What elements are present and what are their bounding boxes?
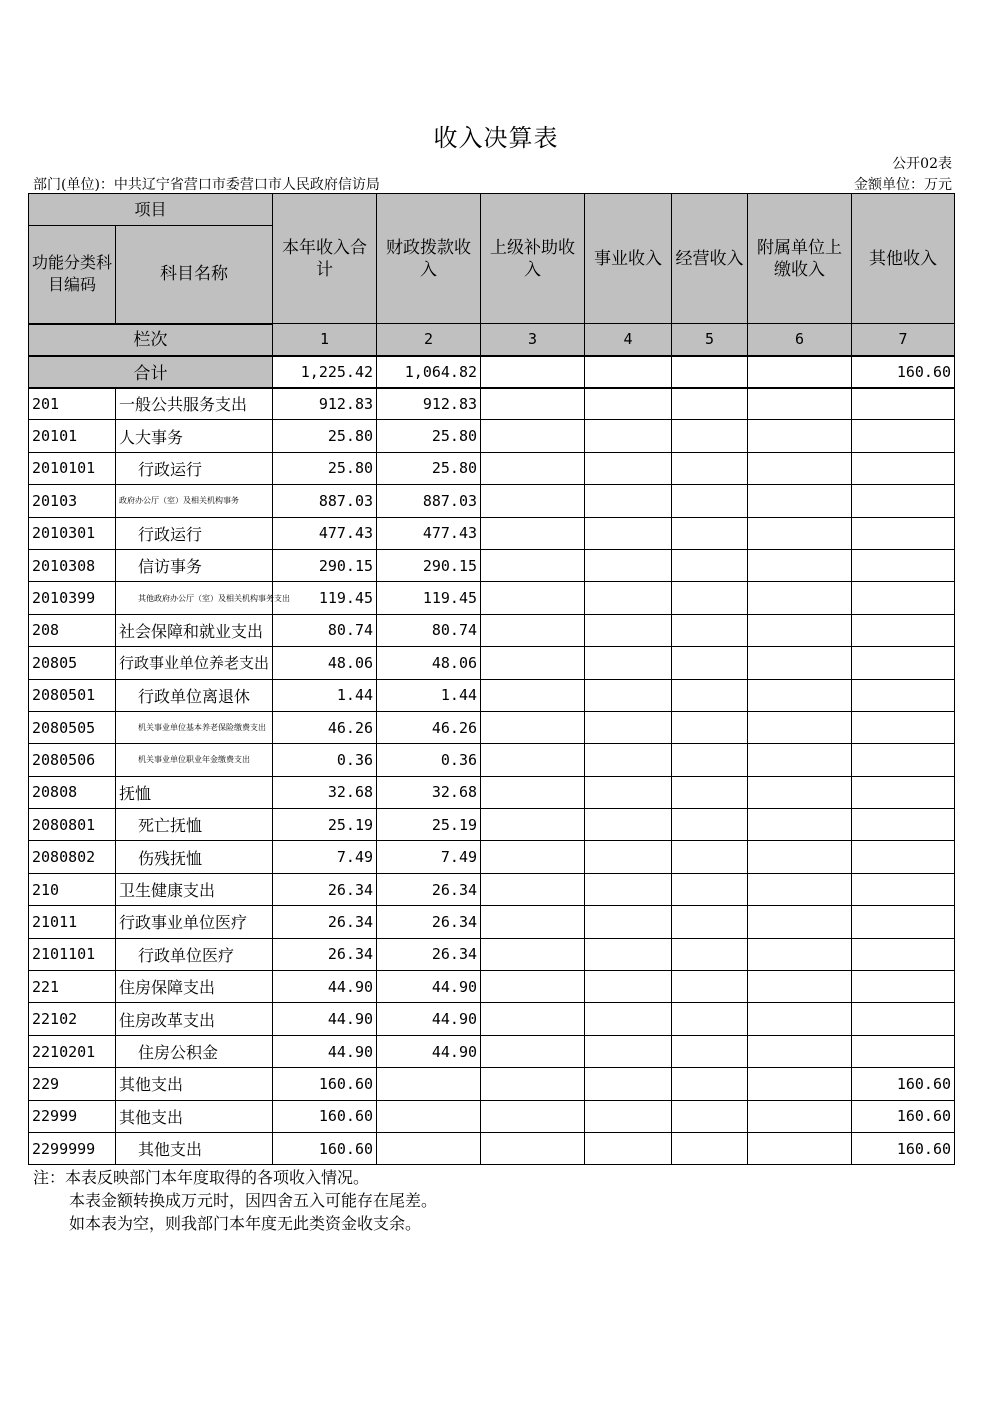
amount-cell [672, 1003, 748, 1035]
table-row [29, 420, 955, 452]
subject-code: 22102 [29, 1003, 116, 1035]
subject-code: 2101101 [29, 938, 116, 970]
amount-cell [481, 549, 585, 581]
col-number: 7 [852, 324, 955, 356]
header-col-2: 财政拨款收入 [377, 194, 481, 324]
amount-cell [748, 971, 852, 1003]
amount-cell [377, 1132, 481, 1164]
amount-cell [852, 452, 955, 484]
amount-cell: 119.45 [377, 582, 481, 614]
amount-cell [672, 906, 748, 938]
total-value [585, 356, 672, 388]
amount-cell [672, 1100, 748, 1132]
amount-cell: 290.15 [377, 549, 481, 581]
table-row [29, 485, 955, 517]
department-label: 部门(单位)：中共辽宁省营口市委营口市人民政府信访局 [33, 177, 380, 193]
amount-cell [585, 971, 672, 1003]
amount-cell: 160.60 [273, 1068, 377, 1100]
subject-name: 社会保障和就业支出 [116, 614, 273, 646]
amount-cell: 80.74 [377, 614, 481, 646]
subject-name: 其他支出 [116, 1100, 273, 1132]
amount-cell [585, 1100, 672, 1132]
header-row-no-label: 栏次 [29, 324, 273, 356]
col-number: 5 [672, 324, 748, 356]
amount-cell: 160.60 [852, 1100, 955, 1132]
amount-cell: 26.34 [377, 873, 481, 905]
table-row [29, 582, 955, 614]
amount-cell: 7.49 [273, 841, 377, 873]
amount-cell [672, 549, 748, 581]
amount-cell [852, 679, 955, 711]
amount-cell [481, 809, 585, 841]
amount-cell: 26.34 [377, 906, 481, 938]
note-line: 注：本表反映部门本年度取得的各项收入情况。 [33, 1168, 370, 1187]
header-col-6: 附属单位上缴收入 [748, 194, 852, 324]
subject-code: 2010308 [29, 549, 116, 581]
amount-cell [481, 517, 585, 549]
table-row [29, 1003, 955, 1035]
subject-code: 21011 [29, 906, 116, 938]
amount-unit-label: 金额单位：万元 [854, 177, 952, 193]
amount-cell [748, 1132, 852, 1164]
table-row [29, 388, 955, 420]
amount-cell: 160.60 [273, 1100, 377, 1132]
amount-cell [585, 873, 672, 905]
amount-cell [672, 711, 748, 743]
subject-code: 2080506 [29, 744, 116, 776]
table-row [29, 906, 955, 938]
subject-name: 其他政府办公厅（室）及相关机构事务支出 [116, 582, 273, 614]
amount-cell [481, 388, 585, 420]
amount-cell [585, 517, 672, 549]
amount-cell [852, 906, 955, 938]
amount-cell [672, 517, 748, 549]
subject-code: 22999 [29, 1100, 116, 1132]
amount-cell [585, 1132, 672, 1164]
amount-cell [585, 1003, 672, 1035]
table-row [29, 614, 955, 646]
amount-cell [852, 1003, 955, 1035]
subject-name: 行政运行 [116, 452, 273, 484]
subject-name: 政府办公厅（室）及相关机构事务 [116, 485, 273, 517]
amount-cell: 26.34 [377, 938, 481, 970]
amount-cell: 887.03 [273, 485, 377, 517]
amount-cell: 887.03 [377, 485, 481, 517]
amount-cell [672, 647, 748, 679]
amount-cell [585, 1068, 672, 1100]
amount-cell [672, 971, 748, 1003]
amount-cell [585, 906, 672, 938]
table-row [29, 971, 955, 1003]
amount-cell [585, 1035, 672, 1067]
amount-cell [585, 420, 672, 452]
subject-name: 抚恤 [116, 776, 273, 808]
amount-cell [481, 873, 585, 905]
subject-code: 20103 [29, 485, 116, 517]
subject-code: 2210201 [29, 1035, 116, 1067]
table-row [29, 1132, 955, 1164]
amount-cell [748, 873, 852, 905]
amount-cell [748, 614, 852, 646]
amount-cell [748, 1068, 852, 1100]
amount-cell [852, 809, 955, 841]
subject-name: 人大事务 [116, 420, 273, 452]
subject-name: 机关事业单位基本养老保险缴费支出 [116, 711, 273, 743]
amount-cell: 25.80 [377, 420, 481, 452]
subject-code: 20101 [29, 420, 116, 452]
subject-name: 死亡抚恤 [116, 809, 273, 841]
subject-code: 2080505 [29, 711, 116, 743]
subject-name: 行政运行 [116, 517, 273, 549]
amount-cell: 32.68 [273, 776, 377, 808]
amount-cell [748, 452, 852, 484]
amount-cell [377, 1100, 481, 1132]
subject-code: 229 [29, 1068, 116, 1100]
amount-cell [672, 938, 748, 970]
amount-cell [585, 647, 672, 679]
amount-cell [481, 647, 585, 679]
subject-code: 20808 [29, 776, 116, 808]
subject-name: 其他支出 [116, 1132, 273, 1164]
subject-name: 行政单位离退休 [116, 679, 273, 711]
subject-code: 2080801 [29, 809, 116, 841]
header-col-5: 经营收入 [672, 194, 748, 324]
subject-name: 行政事业单位医疗 [116, 906, 273, 938]
income-table [28, 193, 955, 1165]
amount-cell: 0.36 [377, 744, 481, 776]
table-row [29, 711, 955, 743]
amount-cell [748, 809, 852, 841]
total-value: 160.60 [852, 356, 955, 388]
total-value [748, 356, 852, 388]
amount-cell [585, 452, 672, 484]
amount-cell [481, 1100, 585, 1132]
amount-cell: 25.80 [273, 420, 377, 452]
total-row [29, 356, 955, 388]
amount-cell: 160.60 [852, 1068, 955, 1100]
amount-cell: 26.34 [273, 906, 377, 938]
amount-cell [585, 582, 672, 614]
subject-name: 机关事业单位职业年金缴费支出 [116, 744, 273, 776]
table-row [29, 549, 955, 581]
header-item: 项目 [29, 194, 273, 226]
amount-cell [852, 711, 955, 743]
amount-cell [481, 1003, 585, 1035]
col-number: 4 [585, 324, 672, 356]
amount-cell [748, 1003, 852, 1035]
amount-cell [748, 549, 852, 581]
amount-cell [748, 711, 852, 743]
table-row [29, 452, 955, 484]
amount-cell [672, 485, 748, 517]
amount-cell [481, 971, 585, 1003]
amount-cell: 160.60 [852, 1132, 955, 1164]
col-number: 6 [748, 324, 852, 356]
amount-cell: 32.68 [377, 776, 481, 808]
amount-cell: 25.80 [377, 452, 481, 484]
amount-cell [481, 452, 585, 484]
amount-cell: 477.43 [377, 517, 481, 549]
amount-cell: 26.34 [273, 873, 377, 905]
amount-cell [852, 549, 955, 581]
col-number: 3 [481, 324, 585, 356]
amount-cell [585, 744, 672, 776]
amount-cell [852, 841, 955, 873]
amount-cell [852, 647, 955, 679]
amount-cell [748, 582, 852, 614]
amount-cell [748, 906, 852, 938]
amount-cell [852, 388, 955, 420]
amount-cell: 44.90 [377, 1003, 481, 1035]
amount-cell [852, 485, 955, 517]
amount-cell [672, 744, 748, 776]
amount-cell [672, 1068, 748, 1100]
total-value: 1,064.82 [377, 356, 481, 388]
amount-cell: 80.74 [273, 614, 377, 646]
table-row [29, 809, 955, 841]
amount-cell: 46.26 [273, 711, 377, 743]
amount-cell: 26.34 [273, 938, 377, 970]
amount-cell: 1.44 [377, 679, 481, 711]
amount-cell: 7.49 [377, 841, 481, 873]
amount-cell [748, 841, 852, 873]
amount-cell: 46.26 [377, 711, 481, 743]
note-line: 本表金额转换成万元时，因四舍五入可能存在尾差。 [69, 1191, 438, 1210]
subject-code: 208 [29, 614, 116, 646]
col-number: 2 [377, 324, 481, 356]
header-col-4: 事业收入 [585, 194, 672, 324]
amount-cell [748, 744, 852, 776]
amount-cell [377, 1068, 481, 1100]
subject-code: 2010301 [29, 517, 116, 549]
table-row [29, 744, 955, 776]
table-row [29, 938, 955, 970]
amount-cell [748, 485, 852, 517]
amount-cell [852, 1035, 955, 1067]
amount-cell [852, 776, 955, 808]
amount-cell [481, 744, 585, 776]
subject-code: 2080501 [29, 679, 116, 711]
table-row [29, 679, 955, 711]
subject-code: 2299999 [29, 1132, 116, 1164]
amount-cell [481, 1035, 585, 1067]
amount-cell [672, 388, 748, 420]
amount-cell [748, 517, 852, 549]
amount-cell [748, 420, 852, 452]
amount-cell [481, 1132, 585, 1164]
subject-name: 其他支出 [116, 1068, 273, 1100]
amount-cell [748, 647, 852, 679]
amount-cell [672, 873, 748, 905]
table-row [29, 647, 955, 679]
total-value: 1,225.42 [273, 356, 377, 388]
table-row [29, 1068, 955, 1100]
subject-code: 2010101 [29, 452, 116, 484]
amount-cell: 0.36 [273, 744, 377, 776]
header-col-1: 本年收入合计 [273, 194, 377, 324]
amount-cell [748, 679, 852, 711]
amount-cell: 477.43 [273, 517, 377, 549]
amount-cell: 48.06 [377, 647, 481, 679]
amount-cell [748, 388, 852, 420]
subject-code: 2010399 [29, 582, 116, 614]
subject-name: 伤残抚恤 [116, 841, 273, 873]
header-col-7: 其他收入 [852, 194, 955, 324]
amount-cell: 44.90 [377, 971, 481, 1003]
amount-cell: 119.45 [273, 582, 377, 614]
amount-cell [481, 1068, 585, 1100]
amount-cell [481, 906, 585, 938]
amount-cell: 44.90 [273, 971, 377, 1003]
amount-cell: 25.19 [377, 809, 481, 841]
total-value [481, 356, 585, 388]
amount-cell [672, 614, 748, 646]
table-row [29, 517, 955, 549]
col-number: 1 [273, 324, 377, 356]
amount-cell [852, 744, 955, 776]
total-value [672, 356, 748, 388]
amount-cell: 912.83 [377, 388, 481, 420]
subject-name: 一般公共服务支出 [116, 388, 273, 420]
subject-name: 行政单位医疗 [116, 938, 273, 970]
amount-cell: 160.60 [273, 1132, 377, 1164]
subject-name: 住房改革支出 [116, 1003, 273, 1035]
table-row [29, 841, 955, 873]
amount-cell [852, 517, 955, 549]
form-number: 公开02表 [892, 156, 952, 172]
amount-cell [481, 711, 585, 743]
subject-code: 221 [29, 971, 116, 1003]
amount-cell [481, 679, 585, 711]
table-row [29, 1035, 955, 1067]
amount-cell: 25.19 [273, 809, 377, 841]
subject-code: 2080802 [29, 841, 116, 873]
amount-cell [672, 1035, 748, 1067]
amount-cell [852, 938, 955, 970]
amount-cell [852, 614, 955, 646]
subject-name: 行政事业单位养老支出 [116, 647, 273, 679]
amount-cell [852, 582, 955, 614]
amount-cell: 1.44 [273, 679, 377, 711]
subject-code: 20805 [29, 647, 116, 679]
amount-cell: 290.15 [273, 549, 377, 581]
amount-cell [672, 420, 748, 452]
amount-cell [585, 388, 672, 420]
subject-name: 信访事务 [116, 549, 273, 581]
amount-cell [481, 420, 585, 452]
subject-name: 住房保障支出 [116, 971, 273, 1003]
amount-cell [585, 841, 672, 873]
amount-cell [672, 452, 748, 484]
amount-cell: 912.83 [273, 388, 377, 420]
amount-cell: 44.90 [273, 1035, 377, 1067]
amount-cell [585, 485, 672, 517]
total-label: 合计 [29, 356, 273, 388]
amount-cell: 48.06 [273, 647, 377, 679]
amount-cell [672, 582, 748, 614]
amount-cell [585, 776, 672, 808]
amount-cell [748, 776, 852, 808]
note-line: 如本表为空，则我部门本年度无此类资金收支余。 [69, 1214, 422, 1233]
subject-name: 卫生健康支出 [116, 873, 273, 905]
amount-cell [672, 776, 748, 808]
subject-code: 201 [29, 388, 116, 420]
notes [33, 1166, 437, 1235]
amount-cell [748, 938, 852, 970]
amount-cell [481, 614, 585, 646]
amount-cell: 44.90 [273, 1003, 377, 1035]
header-func-code: 功能分类科目编码 [29, 226, 116, 324]
table-row [29, 873, 955, 905]
amount-cell [852, 971, 955, 1003]
amount-cell [481, 776, 585, 808]
amount-cell [852, 873, 955, 905]
amount-cell [585, 938, 672, 970]
amount-cell: 25.80 [273, 452, 377, 484]
subject-name: 住房公积金 [116, 1035, 273, 1067]
header-col-3: 上级补助收入 [481, 194, 585, 324]
table-row [29, 776, 955, 808]
amount-cell [481, 485, 585, 517]
amount-cell [748, 1100, 852, 1132]
table-row [29, 1100, 955, 1132]
amount-cell [672, 1132, 748, 1164]
amount-cell [481, 938, 585, 970]
amount-cell: 44.90 [377, 1035, 481, 1067]
header-subject-name: 科目名称 [116, 226, 273, 324]
amount-cell [585, 809, 672, 841]
subject-code: 210 [29, 873, 116, 905]
amount-cell [672, 809, 748, 841]
amount-cell [481, 582, 585, 614]
amount-cell [585, 711, 672, 743]
page-title: 收入决算表 [433, 124, 559, 152]
amount-cell [672, 841, 748, 873]
amount-cell [852, 420, 955, 452]
amount-cell [585, 679, 672, 711]
amount-cell [481, 841, 585, 873]
amount-cell [748, 1035, 852, 1067]
amount-cell [585, 549, 672, 581]
amount-cell [585, 614, 672, 646]
amount-cell [672, 679, 748, 711]
